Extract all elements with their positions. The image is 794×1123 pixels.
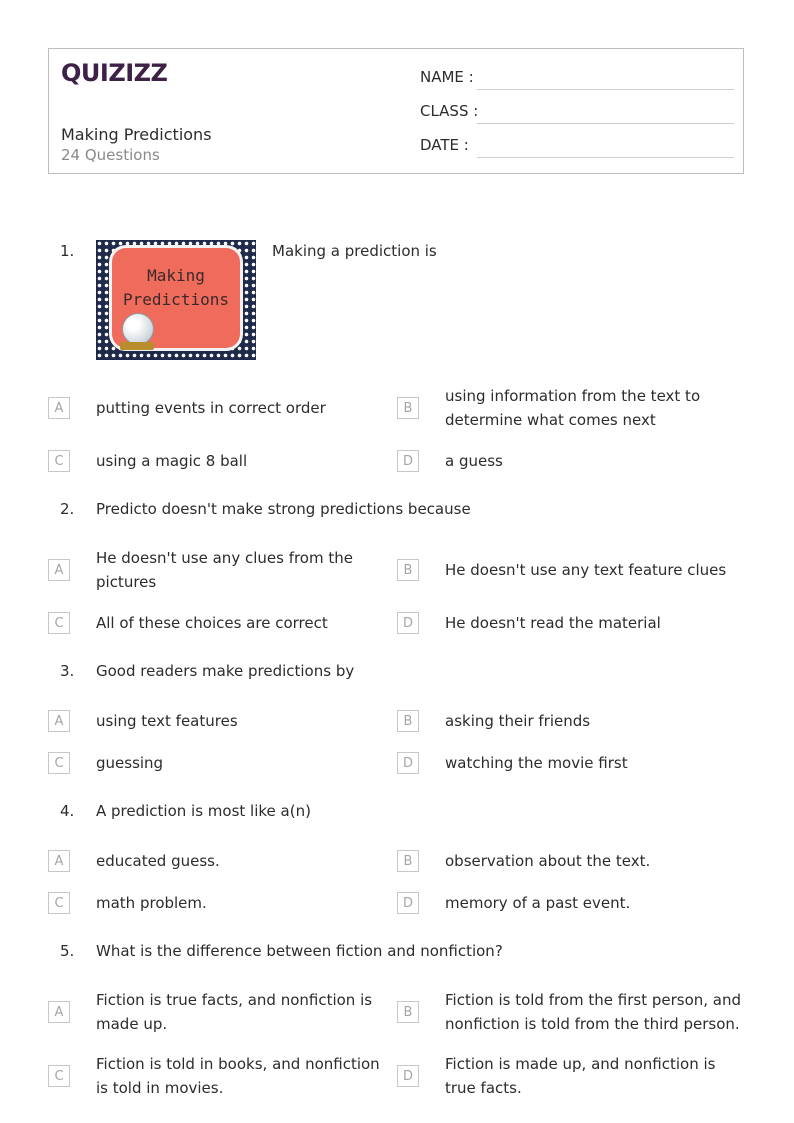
- option-text-b: using information from the text to determine what comes next: [445, 387, 701, 429]
- option-text-d: Fiction is made up, and nonfiction is true facts.: [445, 1055, 716, 1097]
- option-box-c[interactable]: C: [48, 450, 70, 472]
- option-text-d: He doesn't read the material: [445, 614, 661, 632]
- option-text-a: using text features: [96, 712, 238, 730]
- making-predictions-image: [96, 240, 256, 360]
- option-box-d[interactable]: D: [397, 752, 419, 774]
- option-box-a[interactable]: A: [48, 1001, 70, 1023]
- question-number: 1.: [60, 242, 75, 260]
- option-box-c[interactable]: C: [48, 752, 70, 774]
- class-line: [477, 123, 734, 124]
- question-number: 3.: [60, 662, 75, 680]
- option-text-d: memory of a past event.: [445, 894, 631, 912]
- option-box-d[interactable]: D: [397, 892, 419, 914]
- worksheet-header: [48, 48, 744, 174]
- question-count: 24 Questions: [61, 146, 160, 164]
- option-box-a[interactable]: A: [48, 850, 70, 872]
- name-line: [477, 89, 734, 90]
- option-box-b[interactable]: B: [397, 710, 419, 732]
- option-box-b[interactable]: B: [397, 397, 419, 419]
- class-label: CLASS :: [420, 102, 479, 120]
- quizizz-logo: QUIZIZZ: [61, 59, 168, 87]
- question-number: 4.: [60, 802, 75, 820]
- option-box-a[interactable]: A: [48, 710, 70, 732]
- option-text-a: He doesn't use any clues from the pictures: [96, 549, 353, 591]
- option-box-a[interactable]: A: [48, 397, 70, 419]
- option-text-a: Fiction is true facts, and nonfiction is made up.: [96, 991, 373, 1033]
- option-box-d[interactable]: D: [397, 1065, 419, 1087]
- crystal-ball-icon: [122, 313, 154, 345]
- option-box-d[interactable]: D: [397, 450, 419, 472]
- option-text-c: using a magic 8 ball: [96, 452, 248, 470]
- question-text: Making a prediction is: [272, 242, 437, 260]
- option-text-a: educated guess.: [96, 852, 220, 870]
- date-line: [477, 157, 734, 158]
- option-box-b[interactable]: B: [397, 1001, 419, 1023]
- date-label: DATE :: [420, 136, 469, 154]
- option-text-c: All of these choices are correct: [96, 614, 328, 632]
- question-text: A prediction is most like a(n): [96, 802, 311, 820]
- option-text-b: asking their friends: [445, 712, 591, 730]
- question-text: Predicto doesn't make strong predictions because: [96, 500, 471, 518]
- option-box-c[interactable]: C: [48, 1065, 70, 1087]
- option-text-a: putting events in correct order: [96, 399, 326, 417]
- option-box-b[interactable]: B: [397, 559, 419, 581]
- option-box-c[interactable]: C: [48, 892, 70, 914]
- option-box-c[interactable]: C: [48, 612, 70, 634]
- crystal-ball-stand: [120, 342, 154, 350]
- option-text-d: watching the movie first: [445, 754, 628, 772]
- question-number: 2.: [60, 500, 75, 518]
- option-text-b: observation about the text.: [445, 852, 651, 870]
- option-text-b: Fiction is told from the first person, and nonfiction is told from the third person.: [445, 991, 742, 1033]
- worksheet-title: Making Predictions: [61, 125, 212, 144]
- option-box-a[interactable]: A: [48, 559, 70, 581]
- name-field[interactable]: [420, 68, 734, 90]
- image-caption-line1: Making: [147, 266, 205, 285]
- name-label: NAME :: [420, 68, 474, 86]
- option-text-c: Fiction is told in books, and nonfiction is told in movies.: [96, 1055, 380, 1097]
- option-box-d[interactable]: D: [397, 612, 419, 634]
- question-text: Good readers make predictions by: [96, 662, 355, 680]
- option-text-b: He doesn't use any text feature clues: [445, 561, 727, 579]
- question-number: 5.: [60, 942, 75, 960]
- option-text-c: math problem.: [96, 894, 207, 912]
- image-caption-line2: Predictions: [123, 290, 229, 309]
- option-box-b[interactable]: B: [397, 850, 419, 872]
- option-text-d: a guess: [445, 452, 503, 470]
- class-field[interactable]: [420, 102, 734, 124]
- question-text: What is the difference between fiction and nonfiction?: [96, 942, 503, 960]
- date-field[interactable]: [420, 136, 734, 158]
- option-text-c: guessing: [96, 754, 164, 772]
